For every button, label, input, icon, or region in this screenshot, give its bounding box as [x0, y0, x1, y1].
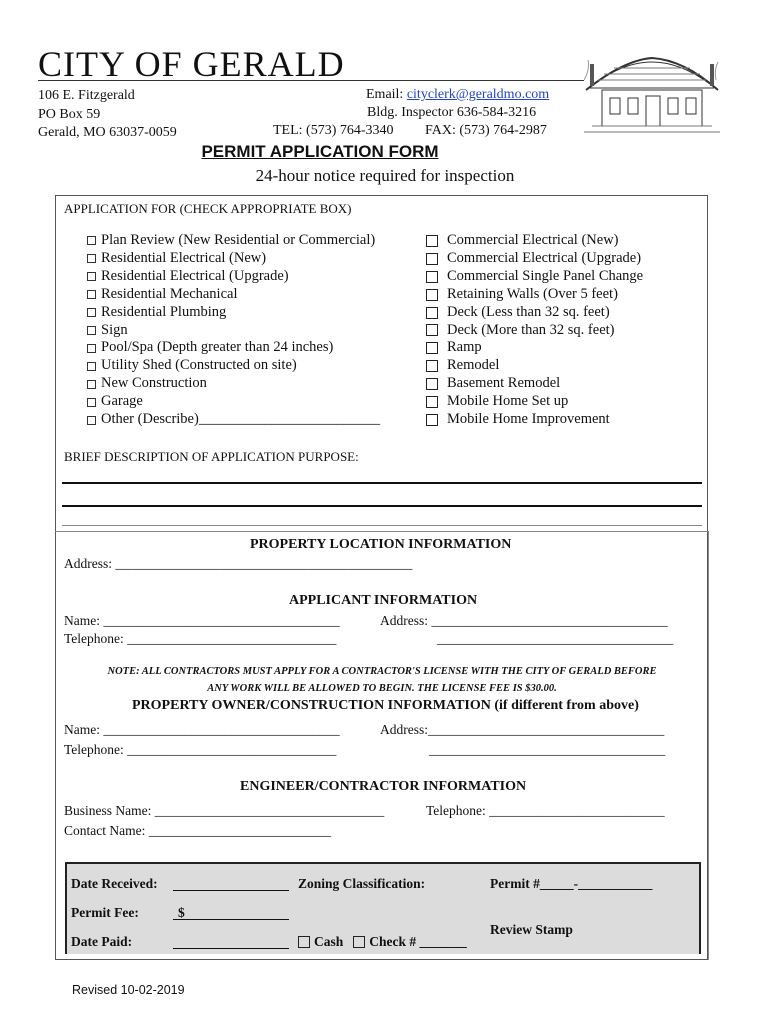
address-line: PO Box 59 [38, 106, 101, 122]
application-heading: APPLICATION FOR (CHECK APPROPRIATE BOX) [64, 201, 352, 216]
checkbox[interactable] [87, 416, 96, 425]
description-line[interactable] [62, 482, 702, 484]
permit-fee-field[interactable] [173, 905, 289, 920]
checkbox[interactable] [87, 254, 96, 263]
option-com-electrical-new[interactable]: Commercial Electrical (New) [426, 232, 643, 250]
checkbox[interactable] [87, 308, 96, 317]
description-label: BRIEF DESCRIPTION OF APPLICATION PURPOSE: [64, 449, 359, 464]
right-option-list [426, 232, 643, 429]
option-retaining-walls[interactable]: Retaining Walls (Over 5 feet) [426, 286, 643, 304]
checkbox[interactable] [426, 414, 438, 426]
applicant-name-field[interactable]: Name: ___________________________________ [64, 613, 340, 628]
email-row [366, 87, 549, 103]
checkbox[interactable] [426, 271, 438, 283]
zoning-label: Zoning Classification: [298, 876, 426, 891]
contractor-license-note [62, 663, 702, 697]
description-line[interactable] [62, 505, 702, 507]
revision-date: Revised 10-02-2019 [72, 983, 185, 997]
option-garage[interactable]: Garage [87, 393, 380, 411]
checkbox[interactable] [87, 290, 96, 299]
option-res-plumbing[interactable]: Residential Plumbing [87, 304, 380, 322]
inspector-phone: Bldg. Inspector 636-584-3216 [367, 105, 537, 120]
title-rule [38, 80, 584, 81]
option-new-construction[interactable]: New Construction [87, 375, 380, 393]
option-mobile-home-improvement[interactable]: Mobile Home Improvement [426, 411, 643, 429]
option-plan-review[interactable]: Plan Review (New Residential or Commercial) [87, 232, 380, 250]
checkbox[interactable] [426, 307, 438, 319]
description-line[interactable] [62, 525, 702, 526]
option-ramp[interactable]: Ramp [426, 339, 643, 357]
cash-checkbox[interactable] [298, 936, 310, 948]
city-hall-icon [584, 40, 720, 138]
address-line: Gerald, MO 63037-0059 [38, 125, 177, 140]
contact-name-field[interactable]: Contact Name: ___________________________ [64, 823, 331, 838]
office-fields [65, 862, 701, 954]
permit-fee-label: Permit Fee: [71, 905, 139, 920]
business-name-field[interactable]: Business Name: __________________________________ [64, 803, 385, 818]
left-option-list [87, 232, 380, 429]
payment-method [298, 934, 467, 950]
owner-address-field[interactable]: Address:___________________________________ [380, 722, 665, 737]
checkbox[interactable] [426, 235, 438, 247]
checkbox[interactable] [87, 272, 96, 281]
property-heading: PROPERTY LOCATION INFORMATION [250, 537, 512, 552]
option-basement-remodel[interactable]: Basement Remodel [426, 375, 643, 393]
city-address [38, 87, 177, 143]
note-line: NOTE: ALL CONTRACTORS MUST APPLY FOR A CONTRACTOR'S LICENSE WITH THE CITY OF GERALD BEFORE [107, 666, 657, 677]
permit-number-field[interactable]: Permit #_____-___________ [490, 876, 653, 891]
property-address-field[interactable]: Address: ____________________________________________ [64, 556, 413, 571]
contractor-telephone-field[interactable]: Telephone: __________________________ [426, 803, 665, 818]
option-other[interactable]: Other (Describe)_________________________ [87, 411, 380, 429]
applicant-heading: APPLICANT INFORMATION [289, 593, 478, 608]
address-line: 106 E. Fitzgerald [38, 88, 135, 103]
date-received-label: Date Received: [71, 876, 158, 891]
section-divider [55, 531, 708, 532]
check-checkbox[interactable] [353, 936, 365, 948]
dollar-sign: $ [178, 905, 185, 920]
review-stamp-label: Review Stamp [490, 922, 573, 937]
email-link[interactable]: cityclerk@geraldmo.com [406, 87, 550, 102]
checkbox[interactable] [87, 326, 96, 335]
tel-number: TEL: (573) 764-3340 [273, 123, 394, 138]
option-pool-spa[interactable]: Pool/Spa (Depth greater than 24 inches) [87, 339, 380, 357]
city-title: CITY OF GERALD [38, 44, 345, 84]
option-com-electrical-upgrade[interactable]: Commercial Electrical (Upgrade) [426, 250, 643, 268]
applicant-address-field[interactable]: Address: ___________________________________ [380, 613, 668, 628]
applicant-telephone-field[interactable]: Telephone: _______________________________ [64, 631, 337, 646]
owner-telephone-field[interactable]: Telephone: _______________________________ [64, 742, 337, 757]
checkbox[interactable] [87, 344, 96, 353]
option-mobile-home-setup[interactable]: Mobile Home Set up [426, 393, 643, 411]
date-paid-label: Date Paid: [71, 934, 133, 949]
option-utility-shed[interactable]: Utility Shed (Constructed on site) [87, 357, 380, 375]
applicant-address-line2[interactable]: ___________________________________ [437, 631, 674, 646]
option-res-electrical-upgrade[interactable]: Residential Electrical (Upgrade) [87, 268, 380, 286]
checkbox[interactable] [426, 342, 438, 354]
owner-address-line2[interactable]: ___________________________________ [429, 742, 666, 757]
email-label: Email: [366, 87, 404, 102]
date-paid-field[interactable] [173, 934, 289, 949]
cash-label: Cash [314, 934, 344, 949]
box-right-edge [708, 531, 709, 960]
option-res-electrical-new[interactable]: Residential Electrical (New) [87, 250, 380, 268]
contractor-heading: ENGINEER/CONTRACTOR INFORMATION [240, 779, 527, 794]
checkbox[interactable] [426, 289, 438, 301]
option-res-mechanical[interactable]: Residential Mechanical [87, 286, 380, 304]
checkbox[interactable] [87, 380, 96, 389]
option-deck-small[interactable]: Deck (Less than 32 sq. feet) [426, 304, 643, 322]
checkbox[interactable] [426, 378, 438, 390]
option-sign[interactable]: Sign [87, 322, 380, 340]
checkbox[interactable] [87, 362, 96, 371]
note-line: ANY WORK WILL BE ALLOWED TO BEGIN. THE LICENSE FEE IS $30.00. [207, 683, 557, 694]
fax-number: FAX: (573) 764-2987 [425, 123, 547, 138]
owner-heading: PROPERTY OWNER/CONSTRUCTION INFORMATION (if different from above) [132, 698, 639, 713]
option-deck-large[interactable]: Deck (More than 32 sq. feet) [426, 322, 643, 340]
checkbox[interactable] [426, 324, 438, 336]
date-received-field[interactable] [173, 876, 289, 891]
check-number-field[interactable]: Check # _______ [369, 934, 467, 949]
option-com-panel-change[interactable]: Commercial Single Panel Change [426, 268, 643, 286]
option-remodel[interactable]: Remodel [426, 357, 643, 375]
form-title: PERMIT APPLICATION FORM [201, 142, 439, 161]
checkbox[interactable] [426, 253, 438, 265]
owner-name-field[interactable]: Name: ___________________________________ [64, 722, 340, 737]
checkbox[interactable] [426, 360, 438, 372]
checkbox[interactable] [87, 236, 96, 245]
inspection-notice: 24-hour notice required for inspection [255, 166, 515, 185]
checkbox[interactable] [426, 396, 438, 408]
checkbox[interactable] [87, 398, 96, 407]
